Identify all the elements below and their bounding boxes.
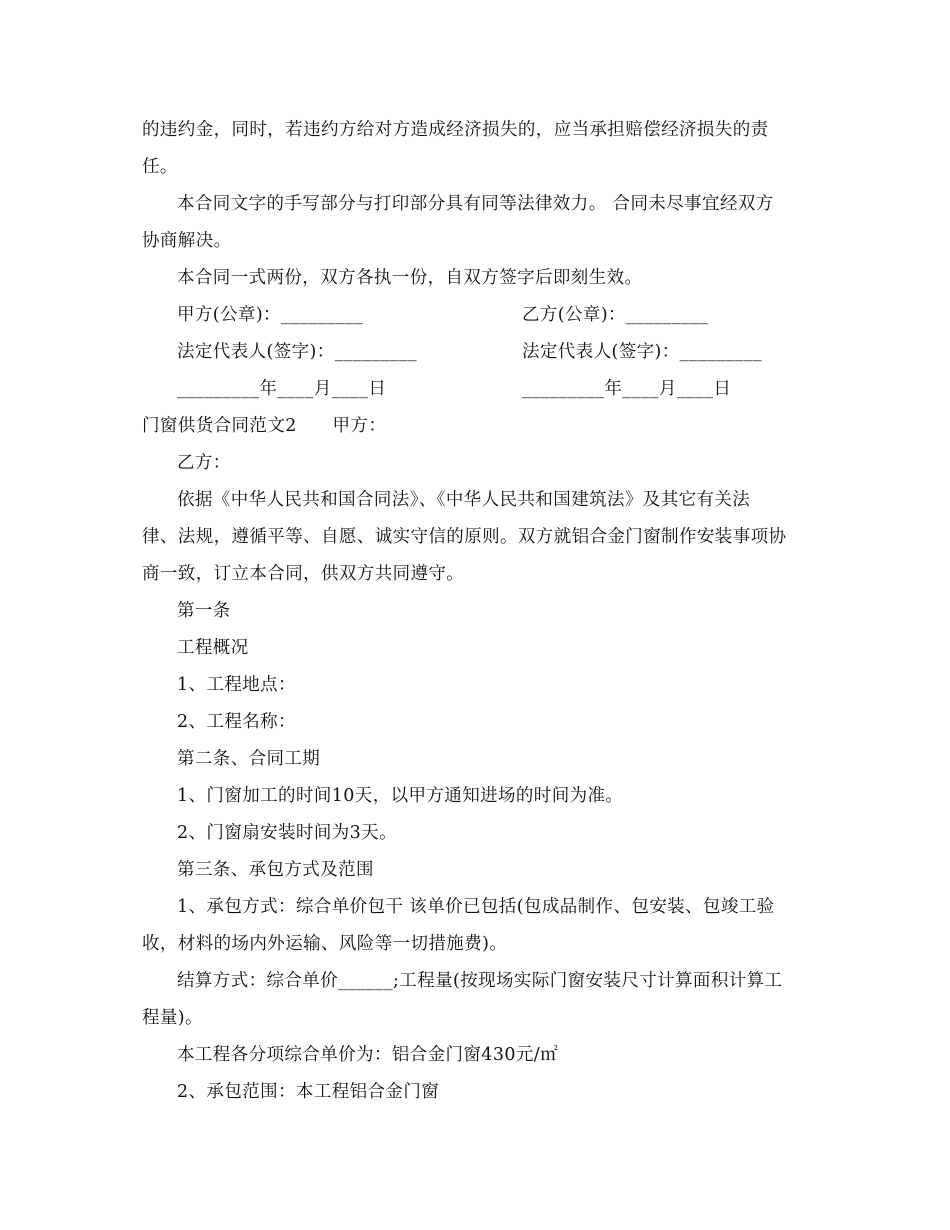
settlement-line1: 结算方式：综合单价______;工程量(按现场实际门窗安装尺寸计算面积计算工	[177, 971, 783, 991]
handwriting-clause-line1: 本合同文字的手写部分与打印部分具有同等法律效力。 合同未尽事宜经双方	[177, 194, 774, 214]
settlement-line2: 程量)。	[142, 1008, 203, 1028]
party-a-representative: 法定代表人(签字)：_________	[177, 342, 418, 362]
party-b-representative: 法定代表人(签字)：_________	[522, 342, 763, 362]
party-a-date: _________年____月____日	[177, 379, 387, 399]
project-location: 1、工程地点：	[177, 675, 296, 695]
contract-mode-line2: 收，材料的场内外运输、风险等一切措施费)。	[142, 934, 508, 954]
party-a-seal: 甲方(公章)：_________	[177, 305, 364, 325]
intro-line1: 依据《中华人民共和国合同法》、《中华人民共和国建筑法》及其它有关法	[177, 490, 751, 510]
penalty-text-line1: 的违约金，同时，若违约方给对方造成经济损失的，应当承担赔偿经济损失的责	[142, 120, 769, 140]
sample2-party-b: 乙方：	[177, 453, 231, 473]
party-b-seal: 乙方(公章)：_________	[522, 305, 709, 325]
project-overview-heading: 工程概况	[177, 638, 249, 658]
period-clause-1: 1、门窗加工的时间10天，以甲方通知进场的时间为准。	[177, 786, 624, 806]
article-1-heading: 第一条	[177, 601, 231, 621]
copies-clause: 本合同一式两份，双方各执一份，自双方签字后即刻生效。	[177, 268, 643, 288]
penalty-text-line2: 任。	[142, 157, 178, 177]
unit-price-clause: 本工程各分项综合单价为：铝合金门窗430元/㎡	[177, 1045, 558, 1065]
period-clause-2: 2、门窗扇安装时间为3天。	[177, 823, 397, 843]
handwriting-clause-line2: 协商解决。	[142, 231, 232, 251]
intro-line3: 商一致，订立本合同，供双方共同遵守。	[142, 564, 465, 584]
article-2-heading: 第二条、合同工期	[177, 749, 321, 769]
party-b-date: _________年____月____日	[522, 379, 732, 399]
sample2-title: 门窗供货合同范文2 甲方：	[142, 416, 387, 436]
project-name: 2、工程名称：	[177, 712, 296, 732]
scope-clause: 2、承包范围：本工程铝合金门窗	[177, 1082, 440, 1102]
intro-line2: 律、法规，遵循平等、自愿、诚实守信的原则。双方就铝合金门窗制作安装事项协	[142, 527, 787, 547]
contract-mode-line1: 1、承包方式：综合单价包干 该单价已包括(包成品制作、包安装、包竣工验	[177, 897, 775, 917]
article-3-heading: 第三条、承包方式及范围	[177, 860, 374, 880]
